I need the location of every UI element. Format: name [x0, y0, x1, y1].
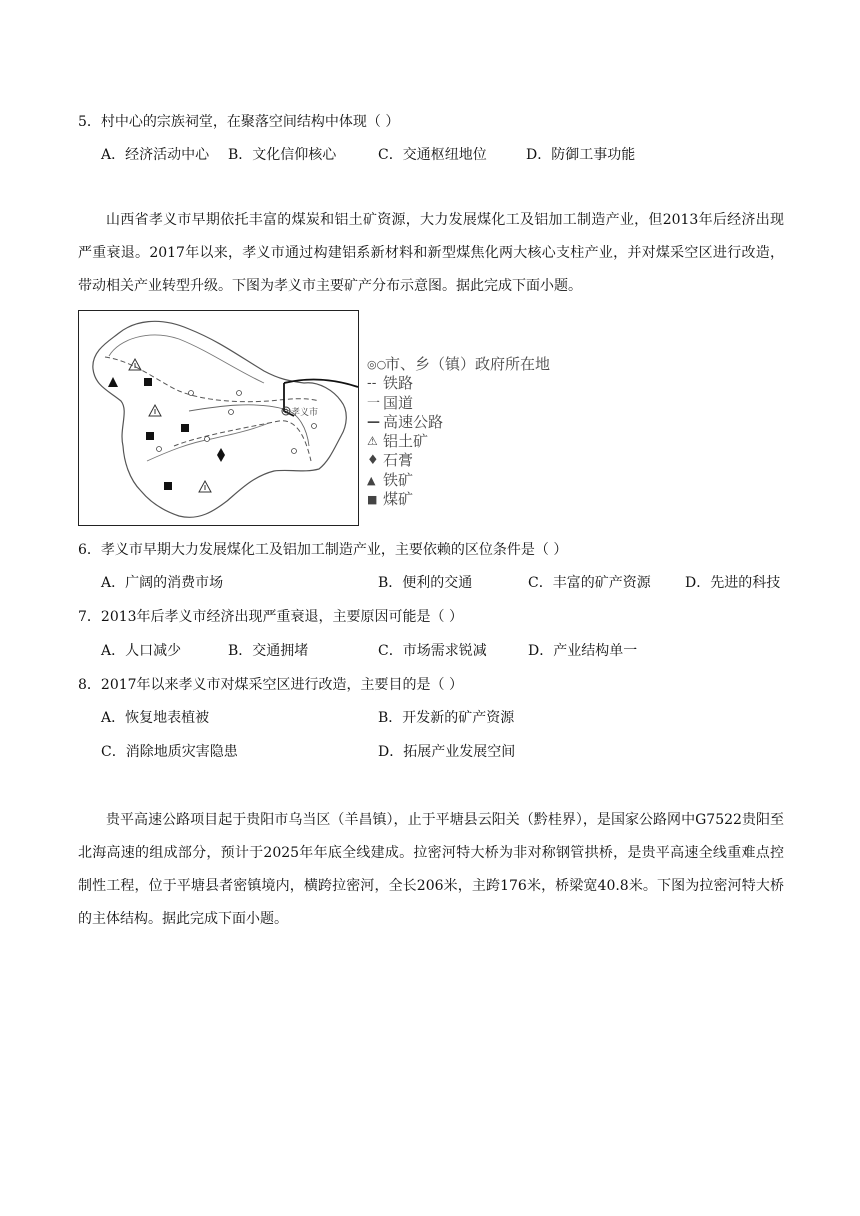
inner-boundary-2 — [147, 423, 269, 461]
coal-mine-icon — [164, 482, 172, 490]
legend-item-iron-ore: ▲ 铁矿 — [367, 470, 414, 489]
legend-item-national-road: 一 国道 — [367, 393, 414, 412]
q5-option-d[interactable]: D．防御工事功能 — [526, 147, 636, 163]
bauxite-icon — [199, 481, 211, 492]
city-boundary — [93, 321, 346, 517]
q5-option-b[interactable]: B．文化信仰核心 — [228, 147, 337, 163]
diamond-icon: ♦ — [367, 453, 379, 469]
inner-boundary-1 — [109, 335, 264, 383]
q8-option-d[interactable]: D．拓展产业发展空间 — [378, 744, 516, 760]
passage-guiping-expressway: 贵平高速公路项目起于贵阳市乌当区（羊昌镇），止于平塘县云阳关（黔桂界），是国家公路网中G7522贵阳至北海高速的组成部分，预计于2025年年底全线建成。拉密河特大桥为非对称钢管拱桥，是贵平高速全线重难点控制性工程，位于平塘县者密镇境内，横跨拉密河，全长206米，主跨176米，桥梁宽40.8米。下图为拉密河特大桥的主体结构。据此完成下面小题。 — [78, 812, 784, 927]
town-marker-icon — [229, 410, 234, 415]
city-label: 孝义市 — [291, 408, 319, 418]
q8-option-b[interactable]: B．开发新的矿产资源 — [378, 710, 515, 726]
town-marker-icon — [157, 447, 162, 452]
q7-option-d[interactable]: D．产业结构单一 — [528, 643, 638, 659]
triangle-outline-icon: ⚠ — [367, 434, 378, 449]
legend-item-expressway: — 高速公路 — [367, 412, 444, 431]
q7-option-c[interactable]: C．市场需求锐减 — [378, 643, 487, 659]
q7-option-b[interactable]: B．交通拥堵 — [228, 643, 309, 659]
town-marker-icon — [292, 449, 297, 454]
coal-mine-icon — [181, 424, 189, 432]
map-legend — [367, 355, 550, 509]
legend-item-coal: ■ 煤矿 — [367, 490, 414, 509]
filled-triangle-icon: ▲ — [367, 473, 376, 487]
gypsum-icon — [217, 448, 225, 462]
legend-item-bauxite: ⚠ 铝土矿 — [367, 432, 429, 451]
legend-item-railway: -- 铁路 — [367, 374, 414, 393]
double-circle-icon: ◎○ — [367, 358, 387, 371]
q7-option-a[interactable]: A．人口减少 — [101, 643, 182, 659]
question-5-stem: 5．村中心的宗族祠堂，在聚落空间结构中体现（ ） — [78, 114, 400, 130]
passage-xiaoyi: 山西省孝义市早期依托丰富的煤炭和铝土矿资源，大力发展煤化工及铝加工制造产业，但2013年后经济出现严重衰退。2017年以来，孝义市通过构建铝系新材料和新型煤焦化两大核心支柱产业，并对煤采空区进行改造，带动相关产业转型升级。下图为孝义市主要矿产分布示意图。据此完成下面小题。 — [78, 212, 784, 294]
q8-option-c[interactable]: C．消除地质灾害隐患 — [101, 744, 238, 760]
mineral-distribution-map — [78, 310, 359, 526]
town-marker-icon — [205, 437, 210, 442]
town-marker-icon — [189, 391, 194, 396]
dashed-line-icon: -- — [367, 376, 377, 392]
q6-option-a[interactable]: A．广阔的消费市场 — [101, 575, 224, 591]
filled-square-icon: ■ — [367, 493, 378, 507]
thick-line-icon: — — [367, 414, 380, 430]
q6-option-d[interactable]: D．先进的科技 — [685, 575, 781, 591]
legend-item-gypsum: ♦ 石膏 — [367, 451, 414, 470]
q8-option-a[interactable]: A．恢复地表植被 — [101, 710, 210, 726]
legend-item-government-seat: ◎○ 市、乡（镇）政府所在地 — [367, 355, 551, 373]
town-marker-icon — [312, 424, 317, 429]
q5-option-a[interactable]: A．经济活动中心 — [101, 147, 210, 163]
q6-option-c[interactable]: C．丰富的矿产资源 — [528, 575, 651, 591]
question-8-stem: 8．2017年以来孝义市对煤采空区进行改造，主要目的是（ ） — [78, 677, 463, 693]
question-7-stem: 7．2013年后孝义市经济出现严重衰退，主要原因可能是（ ） — [78, 609, 463, 625]
coal-mine-icon — [146, 432, 154, 440]
question-6-stem: 6．孝义市早期大力发展煤化工及铝加工制造产业，主要依赖的区位条件是（ ） — [78, 542, 568, 558]
q5-option-c[interactable]: C．交通枢纽地位 — [378, 147, 487, 163]
coal-mine-icon — [144, 378, 152, 386]
railway-line-2 — [174, 421, 311, 461]
bauxite-icon — [149, 405, 161, 416]
iron-ore-icon — [108, 377, 118, 387]
town-marker-icon — [237, 391, 242, 396]
q6-option-b[interactable]: B．便利的交通 — [378, 575, 473, 591]
thin-line-icon: 一 — [367, 395, 381, 411]
